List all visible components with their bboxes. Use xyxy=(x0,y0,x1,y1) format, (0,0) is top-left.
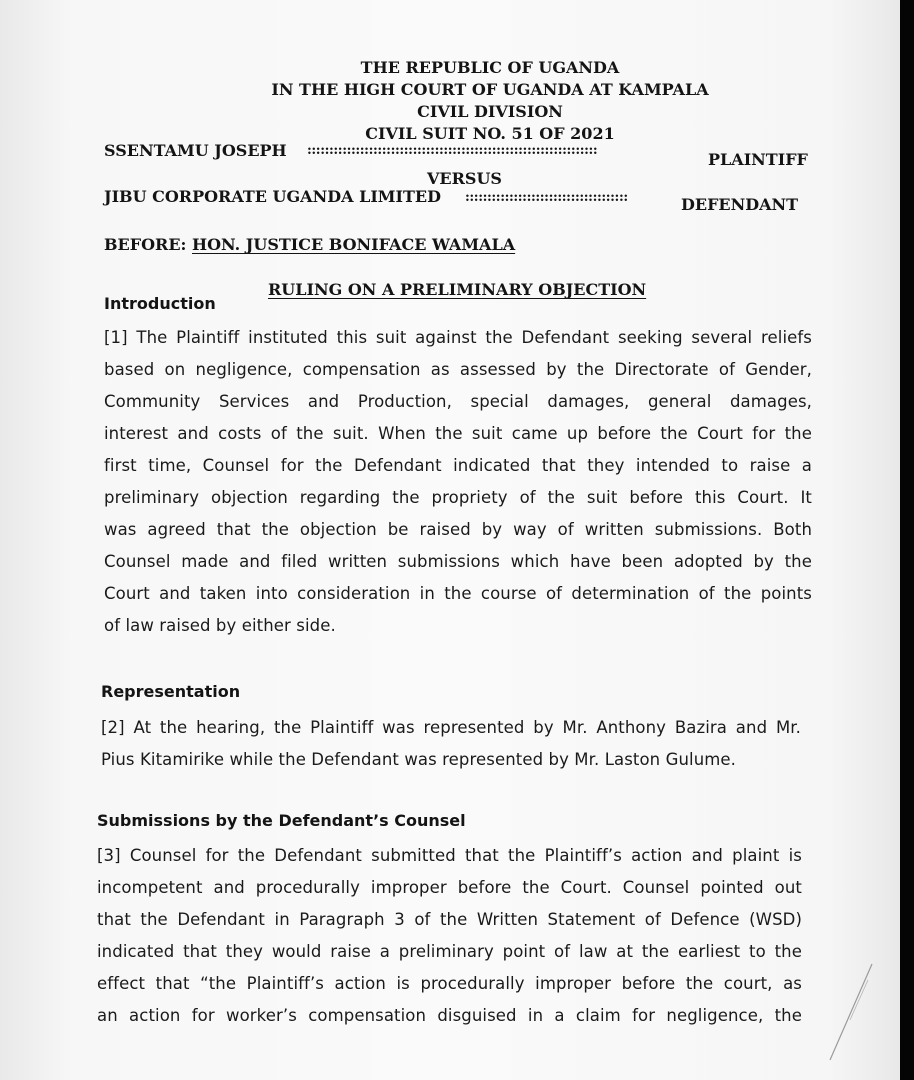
paragraph-line: indicated that they would raise a preliminary point of law at the earliest to the xyxy=(97,942,802,961)
paragraph-line: that the Defendant in Paragraph 3 of the Written Statement of Defence (WSD) xyxy=(97,910,802,929)
plaintiff-leader-dots: :::::::::::::::::::::::::::::::::::::::::::::::::::::::::::::::::: xyxy=(307,143,598,158)
page-edge-shadow xyxy=(900,0,914,1080)
paragraph-line: [3] Counsel for the Defendant submitted that the Plaintiff’s action and plaint is xyxy=(97,846,802,865)
paragraph-line: [1] The Plaintiff instituted this suit against the Defendant seeking several reliefs xyxy=(104,328,812,347)
plaintiff-name: SSENTAMU JOSEPH xyxy=(104,141,287,160)
defendant-role: DEFENDANT xyxy=(681,195,799,214)
paragraph-line: of law raised by either side. xyxy=(104,616,336,635)
paragraph-line: Court and taken into consideration in the course of determination of the points xyxy=(104,584,812,603)
header-suit-number: CIVIL SUIT NO. 51 OF 2021 xyxy=(365,124,615,143)
defendant-leader-dots: ::::::::::::::::::::::::::::::::::::: xyxy=(465,190,628,205)
paragraph-line: Counsel made and filed written submissions which have been adopted by the xyxy=(104,552,812,571)
header-court: IN THE HIGH COURT OF UGANDA AT KAMPALA xyxy=(271,80,709,99)
paragraph-line: based on negligence, compensation as assessed by the Directorate of Gender, xyxy=(104,360,812,379)
paragraph-line: an action for worker’s compensation disguised in a claim for negligence, the xyxy=(97,1006,802,1025)
before-label: BEFORE: xyxy=(104,235,187,254)
representation-paragraph xyxy=(101,712,801,776)
paragraph-line: preliminary objection regarding the propriety of the suit before this Court. It xyxy=(104,488,812,507)
before-line xyxy=(104,235,515,254)
paragraph-line: incompetent and procedurally improper before the Court. Counsel pointed out xyxy=(97,878,802,897)
submissions-paragraph xyxy=(97,840,802,1032)
versus-label: VERSUS xyxy=(427,169,502,188)
introduction-paragraph xyxy=(104,322,812,642)
judge-name: HON. JUSTICE BONIFACE WAMALA xyxy=(192,235,516,254)
paragraph-line: was agreed that the objection be raised by way of written submissions. Both xyxy=(104,520,812,539)
paragraph-line: [2] At the hearing, the Plaintiff was represented by Mr. Anthony Bazira and Mr. xyxy=(101,718,801,737)
ruling-title: RULING ON A PRELIMINARY OBJECTION xyxy=(268,280,647,299)
paragraph-line: first time, Counsel for the Defendant indicated that they intended to raise a xyxy=(104,456,812,475)
introduction-heading: Introduction xyxy=(104,294,216,313)
pencil-mark xyxy=(820,960,880,1070)
header-division: CIVIL DIVISION xyxy=(417,102,563,121)
representation-heading: Representation xyxy=(101,682,241,701)
paragraph-line: interest and costs of the suit. When the suit came up before the Court for the xyxy=(104,424,812,443)
paragraph-line: Pius Kitamirike while the Defendant was represented by Mr. Laston Gulume. xyxy=(101,750,737,769)
submissions-heading: Submissions by the Defendant’s Counsel xyxy=(97,811,466,830)
header-republic: THE REPUBLIC OF UGANDA xyxy=(360,58,620,77)
defendant-name: JIBU CORPORATE UGANDA LIMITED xyxy=(104,187,441,206)
plaintiff-role: PLAINTIFF xyxy=(708,150,808,169)
paragraph-line: Community Services and Production, special damages, general damages, xyxy=(104,392,812,411)
paragraph-line: effect that “the Plaintiff’s action is procedurally improper before the court, as xyxy=(97,974,802,993)
